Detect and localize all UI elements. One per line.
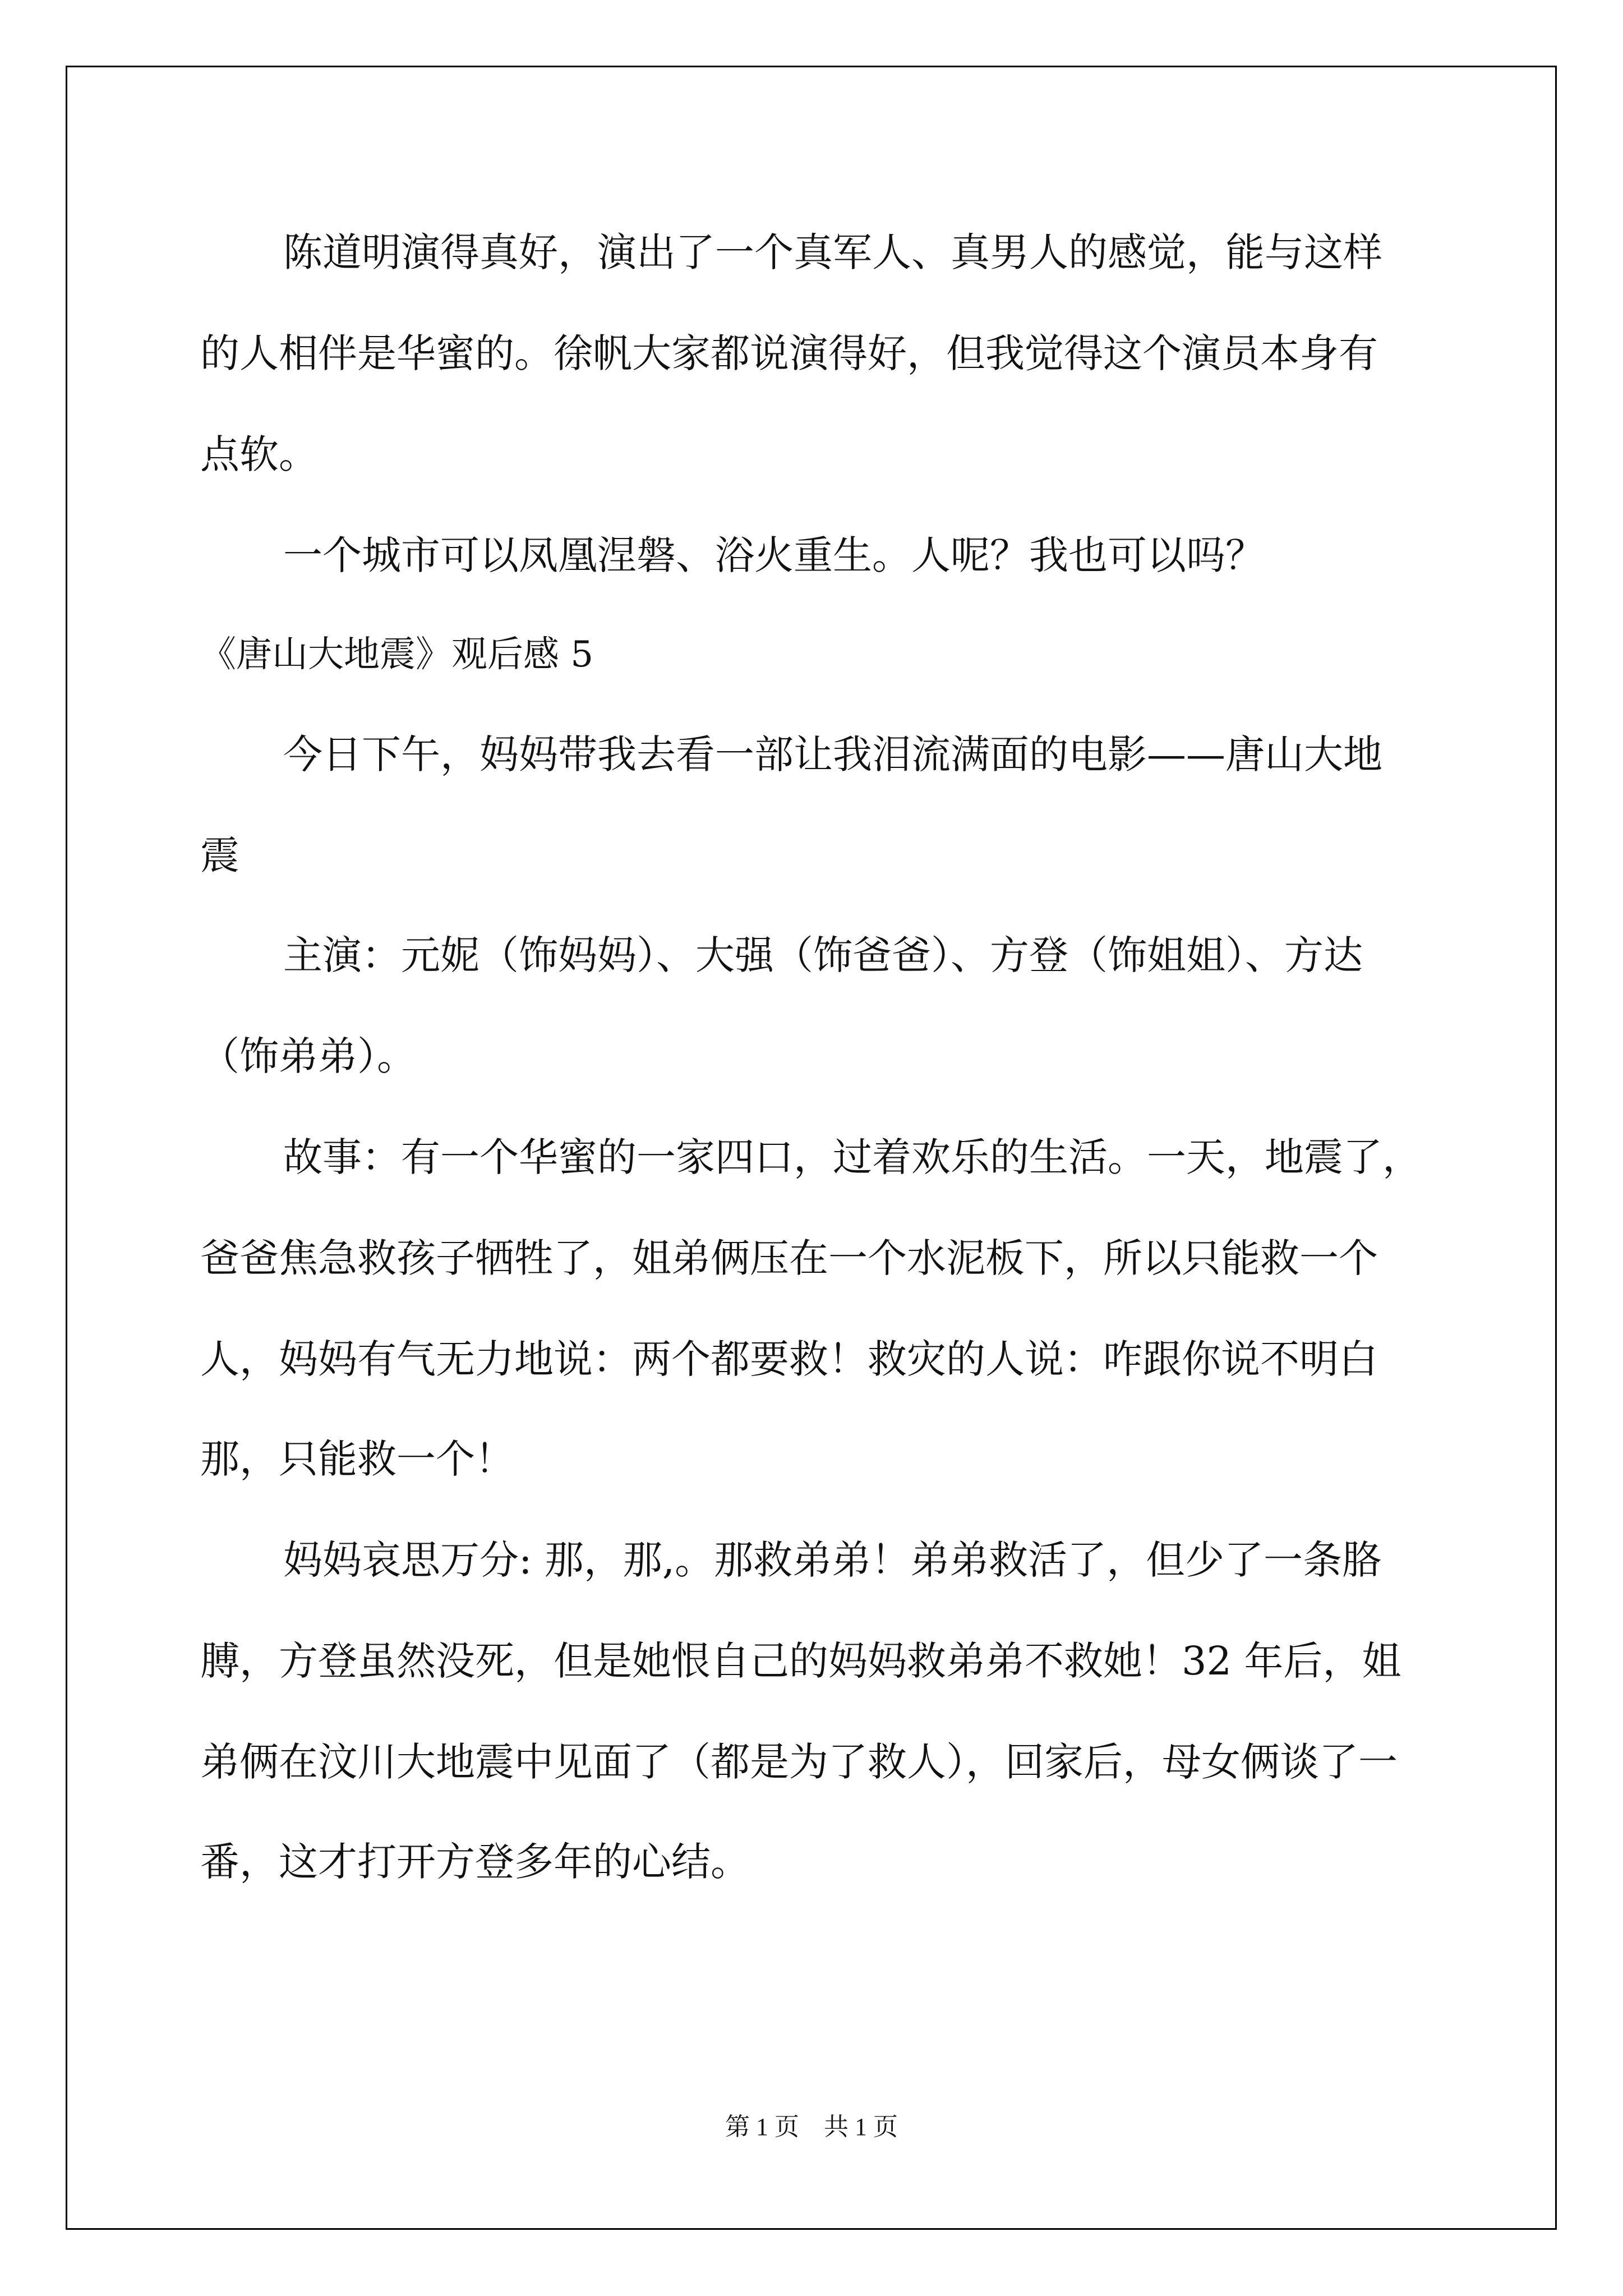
paragraph-line: 陈道明演得真好，演出了一个真军人、真男人的感觉，能与这样 [283,229,1382,275]
paragraph-line: 今日下午，妈妈带我去看一部让我泪流满面的电影——唐山大地 [283,731,1382,777]
paragraph-line: 的人相伴是华蜜的。徐帆大家都说演得好，但我觉得这个演员本身有 [200,330,1378,376]
page-footer: 第 1 页 共 1 页 [725,2113,898,2141]
paragraph-line: 人，妈妈有气无力地说：两个都要救！救灾的人说：咋跟你说不明白 [200,1336,1378,1382]
paragraph-line: 妈妈哀思万分: 那，那,。那救弟弟！弟弟救活了，但少了一条胳 [283,1537,1382,1583]
paragraph-line: 爸爸焦急救孩子牺牲了，姐弟俩压在一个水泥板下，所以只能救一个 [200,1235,1378,1281]
paragraph-line: 故事：有一个华蜜的一家四口，过着欢乐的生活。一天，地震了， [283,1134,1422,1180]
paragraph-line: 弟俩在汶川大地震中见面了（都是为了救人），回家后，母女俩谈了一 [200,1739,1398,1785]
paragraph-line: 一个城市可以凤凰涅磐、浴火重生。人呢？我也可以吗？ [283,532,1265,578]
paragraph-line: （饰弟弟）。 [200,1033,416,1079]
paragraph-line: 膊，方登虽然没死，但是她恨自己的妈妈救弟弟不救她！32 年后，姐 [200,1638,1401,1684]
section-heading: 《唐山大地震》观后感 5 [200,634,594,675]
paragraph-line: 番，这才打开方登多年的心结。 [200,1839,750,1885]
paragraph-line: 点软。 [200,431,318,477]
paragraph-line: 那，只能救一个！ [200,1436,514,1482]
paragraph-line: 震 [200,832,239,878]
paragraph-line: 主演：元妮（饰妈妈）、大强（饰爸爸）、方登（饰姐姐）、方达 [283,932,1363,978]
